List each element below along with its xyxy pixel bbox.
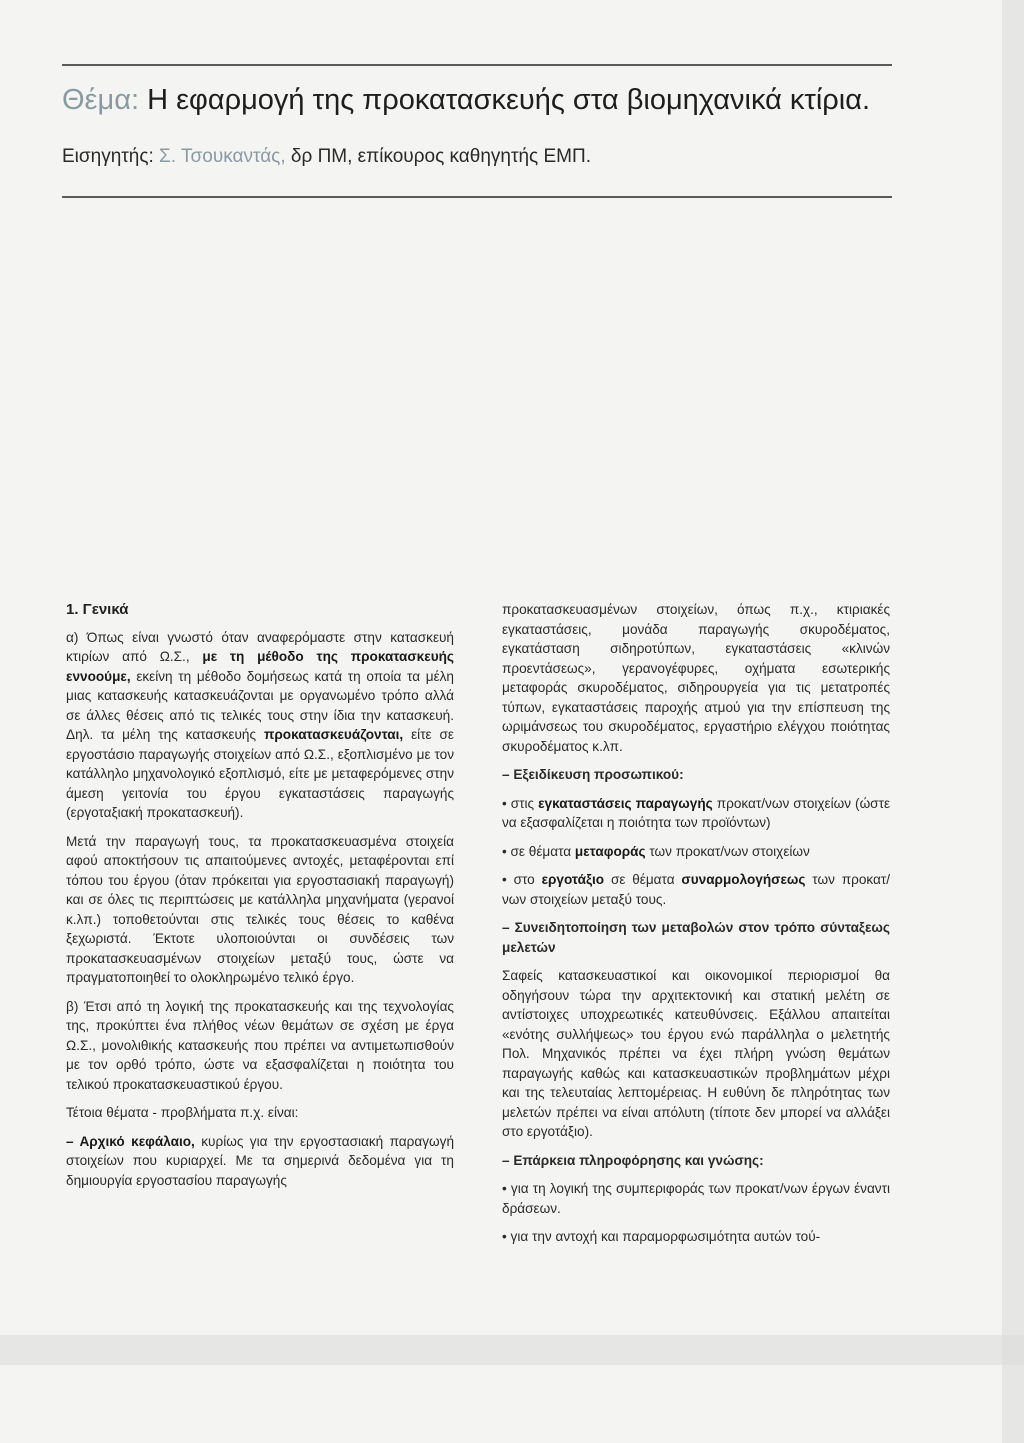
title-text: Η εφαρμογή της προκατασκευής στα βιομηχανικά κτίρια.	[147, 84, 871, 116]
paragraph-after-production: Μετά την παραγωγή τους, τα προκατασκευασμένα στοιχεία αφού αποκτήσουν τις απαιτούμενες αντοχές, μεταφέρονται επί τόπου του έργου (όταν πρόκειται για εργοστασιακή παραγωγή) και σε όλες τις περιπτώσεις με κατάλληλα μηχανήματα (γερανοί κ.λπ.) τοποθετούνται στις τελικές τους θέσεις το καθένα ξεχωριστά. Έκτοτε υλοποιούνται οι συνδέσεις των προκατασκευασμένων στοιχείων μεταξύ τους, ώστε να πραγματοποιηθεί το ολοκληρωμένο τελικό έργο.	[66, 833, 454, 985]
subheading-staff-specialization: – Εξειδίκευση προσωπικού:	[502, 767, 684, 782]
paragraph-a: α) Όπως είναι γνωστό όταν αναφερόμαστε στην κατασκευή κτιρίων από Ω.Σ., με τη μέθοδο της προκατασκευής εννοούμε, εκείνη τη μέθοδο δομήσεως κατά τη οποία τα μέλη μιας κατασκευής κατασκευάζονται με οργανωμένο τρόπο αλλά σε άλλες θέσεις από τις τελικές τους στην ίδια την κατασκευή. Δηλ. τα μέλη της κατασκευής προκατασκευάζονται, είτε σε εργοστάσιο παραγωγής στοιχείων από Ω.Σ., εξοπλισμένο με τον κατάλληλο μηχανολογικό εξοπλισμό, είτε με μεταφερόμενες στην άμεση γειτονία του έργου εγκαταστάσεις παραγωγής (εργοταξιακή προκατασκευή).	[66, 629, 454, 820]
subheading-design-changes: – Συνειδητοποίηση των μεταβολών στον τρόπο σύνταξεως μελετών	[502, 920, 890, 955]
speaker-role: δρ ΠΜ, επίκουρος καθηγητής ΕΜΠ.	[290, 146, 591, 167]
paragraph-initial-capital: – Αρχικό κεφάλαιο, κυρίως για την εργοστασιακή παραγωγή στοιχείων που κυριαρχεί. Με τα σημερινά δεδομένα για τη δημιουργία εργοστασίου παραγωγής	[66, 1133, 455, 1188]
bullet-strength: • για την αντοχή και παραμορφωσιμότητα αυτών τού-	[502, 1229, 821, 1244]
bullet-transport: • σε θέματα μεταφοράς των προκατ/νων στοιχείων	[502, 843, 810, 859]
section-heading: 1. Γενικά	[66, 601, 129, 618]
bullet-production: • στις εγκαταστάσεις παραγωγής προκατ/νων στοιχείων (ώστε να εξασφαλίζεται η ποιότητα των προϊόντων)	[502, 795, 891, 830]
scan-bottom-band	[0, 1335, 1024, 1365]
title-label: Θέμα:	[62, 84, 140, 116]
header-bottom-rule	[62, 196, 892, 198]
speaker-label: Εισηγητής:	[62, 146, 154, 167]
bullet-behaviour: • για τη λογική της συμπεριφοράς των προκατ/νων έργων έναντι δράσεων.	[502, 1181, 890, 1216]
speaker-name: Σ. Τσουκαντάς,	[159, 146, 286, 167]
paragraph-b: β) Έτσι από τη λογική της προκατασκευής και της τεχνολογίας της, προκύπτει ένα πλήθος νέων θεμάτων σε σχέση με έργα Ω.Σ., μονολιθικής κατασκευής που πρέπει να αντιμετωπισθούν με τον ορθό τρόπο, ώστε να εξασφαλίζεται η ποιότητα του τελικού προκατασκευαστικού έργου.	[66, 998, 454, 1092]
top-rule	[62, 64, 892, 66]
bullet-site: • στο εργοτάξιο σε θέματα συναρμολογήσεως των προκατ/νων στοιχείων μεταξύ τους.	[502, 872, 891, 907]
paragraph-design: Σαφείς κατασκευαστικοί και οικονομικοί περιορισμοί θα οδηγήσουν τώρα την αρχιτεκτονική και στατική μελέτη σε αντίστοιχες υποχρεωτικές κατευθύνσεις. Εξάλλου απαιτείται «ενότης συλλήψεως» του έργου ενώ παράλληλα ο μελετητής Πολ. Μηχανικός πρέπει να έχει πλήρη γνώση θεμάτων παραγωγής καθώς και κατασκευαστικών προβλημάτων μέχρι και της τελευταίας λεπτομέρειας. Η ευθύνη δε πληρότητας των μελετών πρέπει να είναι απόλυτη (τίποτε δεν μπορεί να αλλάξει στο εργοτάξιο).	[502, 968, 890, 1139]
paragraph-issues-intro: Τέτοια θέματα - προβλήματα π.χ. είναι:	[66, 1105, 299, 1120]
right-column	[502, 600, 890, 1256]
left-column	[66, 600, 454, 1199]
subheading-information: – Επάρκεια πληροφόρησης και γνώσης:	[502, 1152, 764, 1168]
paragraph-continued: προκατασκευασμένων στοιχείων, όπως π.χ., κτιριακές εγκαταστάσεις, μονάδα παραγωγής σκυροδέματος, εγκατάσταση σιδηροτύπων, εγκαταστάσεις «κλινών προεντάσεως», γερανογέφυρες, οχήματα εσωτερικής μεταφοράς σκυροδέματος, σιδηρουργεία για τις μετατροπές τύπων, εγκαταστάσεις παροχής ατμού για την επίσπευση της ωριμάνσεως του σκυροδέματος, εργαστήριο ελέγχου ποιότητας σκυροδέματος κ.λπ.	[502, 602, 890, 754]
page-edge-shadow	[1002, 0, 1024, 1443]
speaker-line	[62, 146, 591, 168]
page-title	[62, 84, 870, 117]
